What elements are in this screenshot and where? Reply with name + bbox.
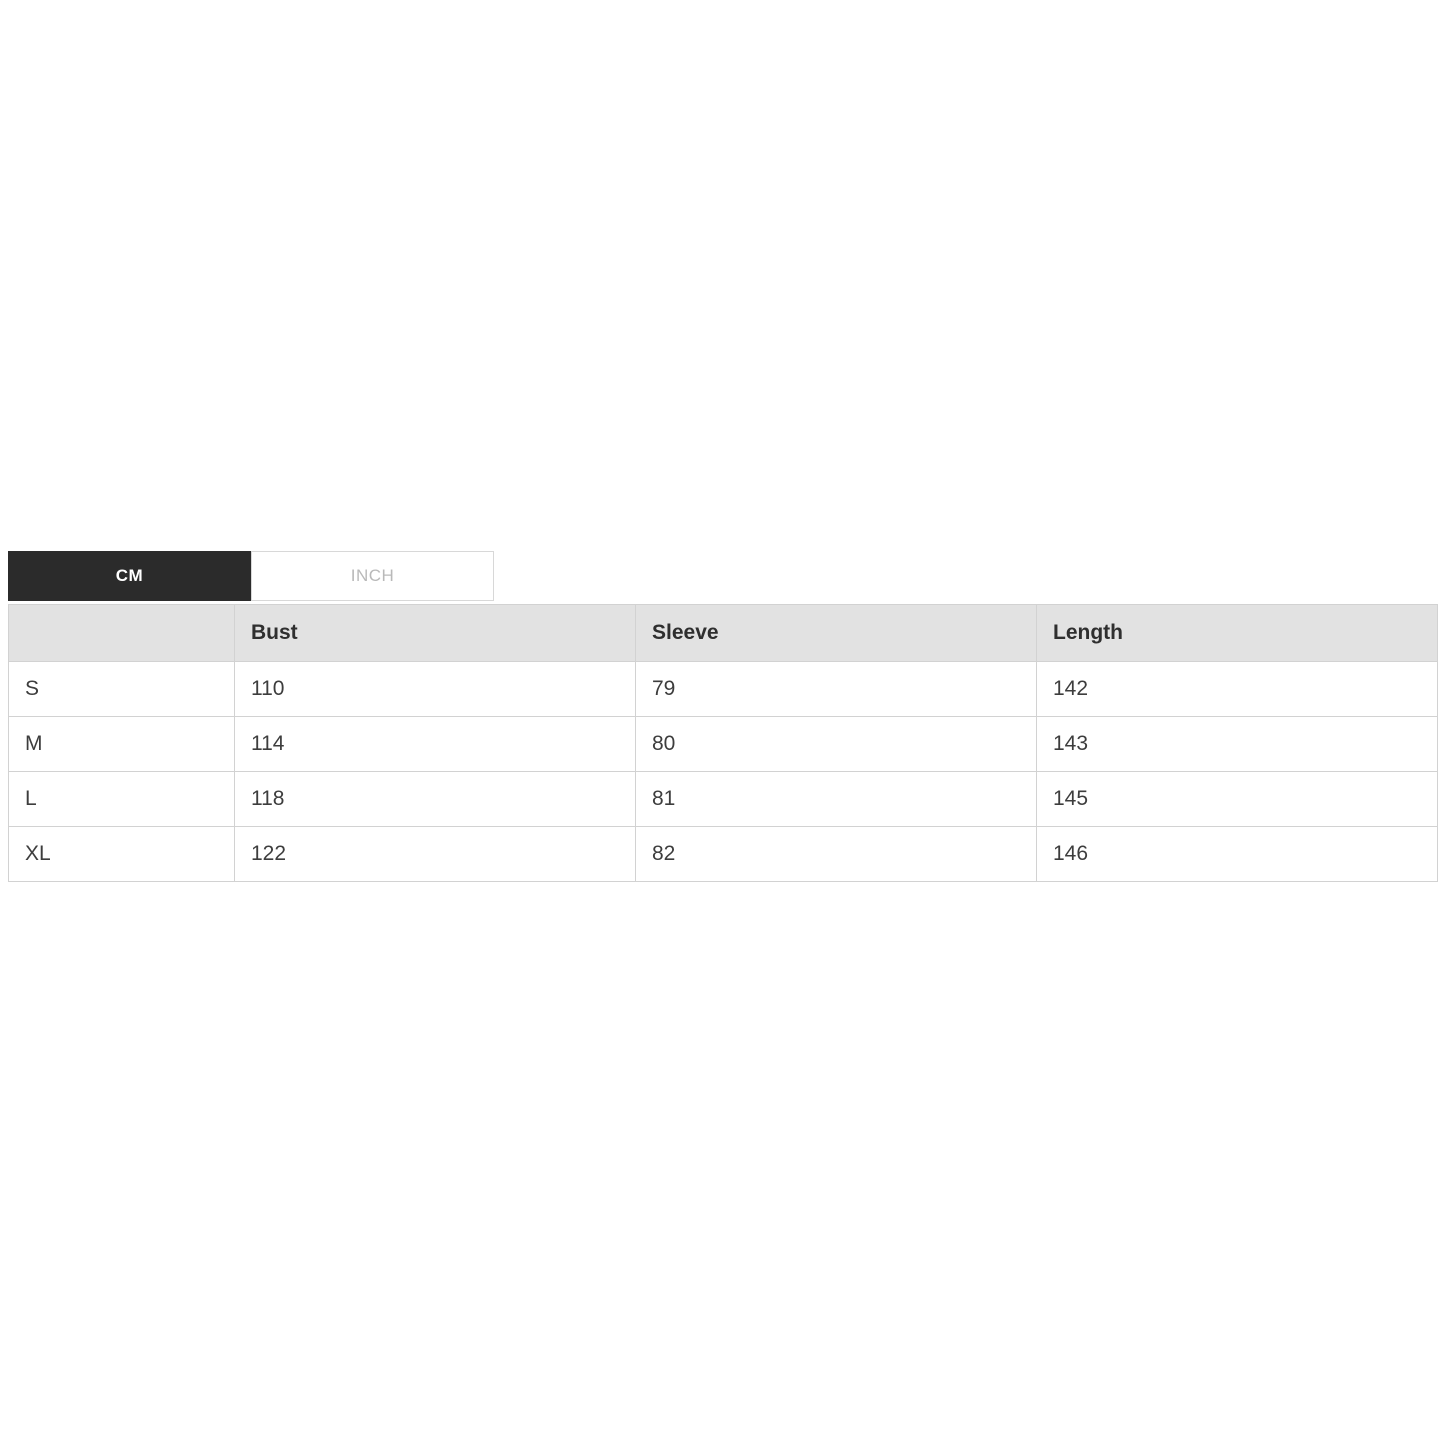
- cell-bust: 118: [235, 772, 636, 827]
- cell-sleeve: 80: [636, 717, 1037, 772]
- cell-size: L: [9, 772, 235, 827]
- table-header-row: [9, 605, 1438, 662]
- unit-tab-cm[interactable]: [8, 551, 251, 601]
- table-row: [9, 717, 1438, 772]
- unit-toggle: [8, 551, 494, 601]
- cell-length: 143: [1037, 717, 1438, 772]
- unit-tab-cm-label: CM: [115, 566, 144, 585]
- size-table-head: [9, 605, 1438, 662]
- cell-size: S: [9, 662, 235, 717]
- cell-length: 142: [1037, 662, 1438, 717]
- cell-size: M: [9, 717, 235, 772]
- size-table-body: [9, 662, 1438, 882]
- column-header-length: Length: [1037, 605, 1438, 662]
- column-header-size: [9, 605, 235, 662]
- cell-sleeve: 82: [636, 827, 1037, 882]
- cell-size: XL: [9, 827, 235, 882]
- table-row: [9, 772, 1438, 827]
- cell-length: 146: [1037, 827, 1438, 882]
- cell-bust: 110: [235, 662, 636, 717]
- size-chart: [8, 551, 1437, 882]
- unit-tab-inch-label: INCH: [350, 566, 395, 585]
- cell-length: 145: [1037, 772, 1438, 827]
- cell-sleeve: 81: [636, 772, 1037, 827]
- column-header-bust: Bust: [235, 605, 636, 662]
- cell-bust: 122: [235, 827, 636, 882]
- cell-sleeve: 79: [636, 662, 1037, 717]
- size-table: [8, 604, 1438, 882]
- unit-tab-inch[interactable]: [251, 551, 494, 601]
- table-row: [9, 827, 1438, 882]
- column-header-sleeve: Sleeve: [636, 605, 1037, 662]
- table-row: [9, 662, 1438, 717]
- cell-bust: 114: [235, 717, 636, 772]
